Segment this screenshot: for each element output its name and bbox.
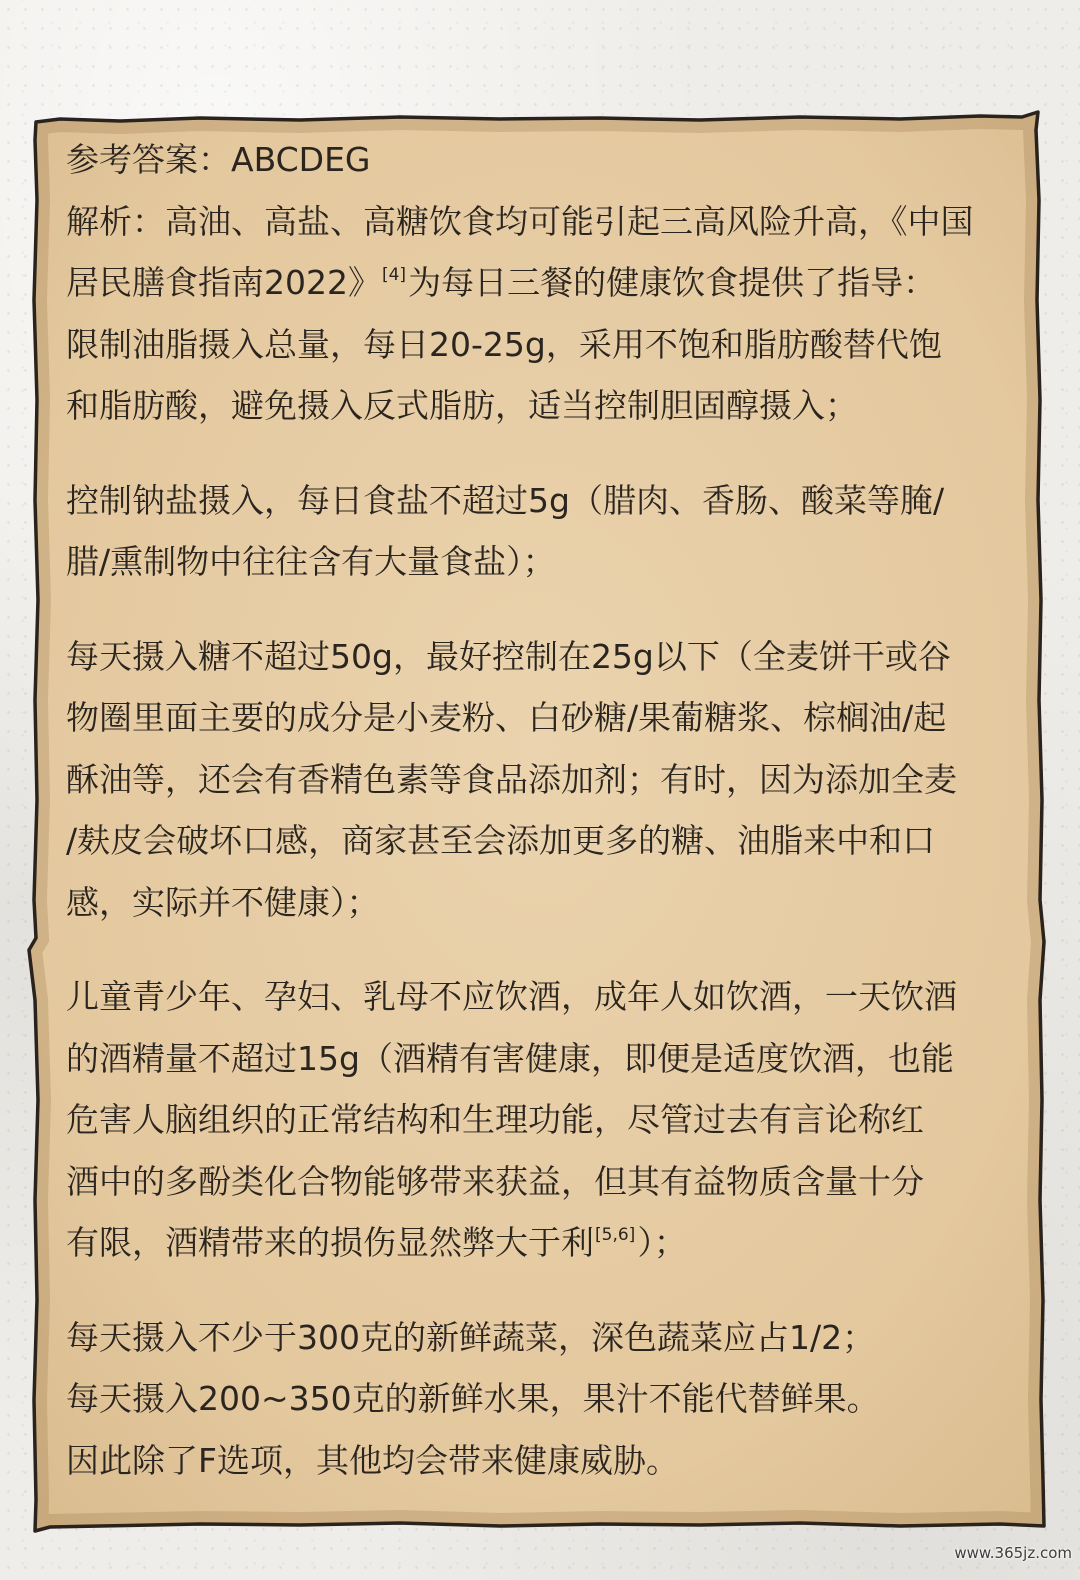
answer-text [66, 129, 1028, 1491]
text-line: 感，实际并不健康）； [66, 882, 380, 922]
paragraph-salt [66, 470, 1028, 593]
line-text: 有限，酒精带来的损伤显然弊大于利 [66, 1223, 594, 1262]
text-line: 每天摄入糖不超过50g，最好控制在25g以下（全麦饼干或谷 [66, 636, 951, 676]
text-line: 酥油等，还会有香精色素等食品添加剂；有时，因为添加全麦 [66, 759, 957, 799]
paragraph-vegetables-fruit [66, 1307, 1028, 1492]
text-line: 控制钠盐摄入，每日食盐不超过5g（腊肉、香肠、酸菜等腌/ [66, 480, 945, 520]
watermark-url: www.365jz.com [954, 1544, 1072, 1562]
line-text: 为每日三餐的健康饮食提供了指导： [408, 263, 937, 302]
text-line [66, 1212, 1028, 1274]
text-line: 的酒精量不超过15g（酒精有害健康，即便是适度饮酒，也能 [66, 1038, 954, 1078]
text-line [66, 252, 1028, 314]
paragraph-sugar [66, 626, 1028, 934]
text-line: 儿童青少年、孕妇、乳母不应饮酒，成年人如饮酒，一天饮酒 [66, 977, 957, 1016]
conclusion-line: 因此除了F选项，其他均会带来健康威胁。 [66, 1440, 679, 1480]
text-line: 每天摄入不少于300克的新鲜蔬菜，深色蔬菜应占1/2； [66, 1317, 876, 1357]
line-text: 居民膳食指南2022》 [66, 263, 381, 302]
text-line: 每天摄入200~350克的新鲜水果，果汁不能代替鲜果。 [66, 1379, 880, 1418]
citation-ref: [5,6] [595, 1225, 636, 1245]
text-line: 危害人脑组织的正常结构和生理功能，尽管过去有言论称红 [66, 1100, 924, 1139]
text-line: 限制油脂摄入总量，每日20-25g，采用不饱和脂肪酸替代饱 [66, 324, 942, 364]
text-line: 物圈里面主要的成分是小麦粉、白砂糖/果葡糖浆、棕榈油/起 [66, 698, 947, 737]
text-line: 酒中的多酚类化合物能够带来获益，但其有益物质含量十分 [66, 1161, 924, 1201]
citation-ref: [4] [381, 265, 407, 285]
text-line: 和脂肪酸，避免摄入反式脂肪，适当控制胆固醇摄入； [66, 386, 858, 425]
answer-key-line: 参考答案：ABCDEG [66, 140, 371, 179]
paragraph-alcohol [66, 966, 1028, 1274]
paragraph-analysis [66, 129, 1028, 437]
text-line: 腊/熏制物中往往含有大量食盐）； [66, 542, 556, 581]
text-line: /麸皮会破坏口感，商家甚至会添加更多的糖、油脂来中和口 [66, 821, 936, 860]
line-text: ）； [637, 1223, 687, 1262]
text-line: 解析：高油、高盐、高糖饮食均可能引起三高风险升高，《中国 [66, 201, 974, 241]
